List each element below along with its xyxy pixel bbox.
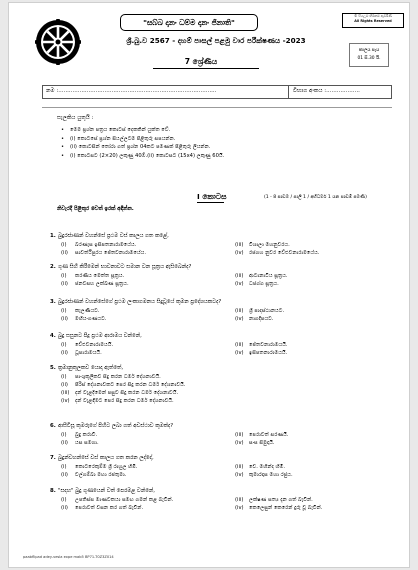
answer-option[interactable] [61, 281, 129, 288]
question-stem [50, 365, 123, 372]
answer-option[interactable] [61, 250, 146, 257]
question-number: 3. [50, 299, 56, 305]
question-2 [50, 264, 288, 287]
question-number: 1. [50, 233, 56, 239]
option-roman-numeral: (ii) [61, 472, 68, 478]
time-label: කාලය පැය [358, 48, 380, 53]
answer-option[interactable] [235, 250, 319, 257]
option-roman-numeral: (iv) [235, 505, 244, 511]
option-roman-numeral: (i) [61, 432, 67, 438]
option-text: ජේතවනාරාමයයි. [249, 342, 288, 348]
option-text: කෙලෙසුන් කෙරෙන් දුරු වූ බැවින්. [249, 505, 323, 511]
option-text: නාගදීපයට. [249, 316, 274, 322]
question-text: බුදුරජාණන් වහන්සේගේ ප්‍රථම ලංකාගමනය සිදුවූයේ කුමන ප්‍රදේශයකටද? [58, 299, 222, 305]
option-text: බුදු කරාවී. [75, 432, 98, 438]
option-roman-numeral: (ii) [61, 382, 68, 388]
answer-option[interactable] [235, 464, 285, 471]
option-roman-numeral: (iv) [235, 281, 244, 287]
question-number: 7. [50, 455, 56, 461]
option-roman-numeral: (i) [61, 497, 67, 503]
option-roman-numeral: (i) [61, 308, 67, 314]
option-text: රජගහ නුවර වේළුවනාරාමයේය. [249, 250, 320, 256]
option-text: පාංශුකූලිකව සිදු කරන ධර්ම දේශනාවයි. [75, 374, 161, 380]
option-text: පිරිස් දේශනාවකට පෙර සිදු කරන ධර්ම දේශනාවයි. [75, 382, 186, 388]
instruction-item: • (i) කොටසට (2×20) ලකුණු 40ඕ.(ii) කොටසට (15x4) ලකුණු 60යි. [70, 152, 224, 161]
exam-paper-page [8, 2, 410, 568]
question-number: 5. [50, 365, 56, 371]
option-text: ඉසිපතනාරාමයයි. [249, 350, 288, 356]
option-text: කුමාරදාස මහා රජුය. [249, 472, 293, 478]
answer-option[interactable] [61, 440, 99, 447]
answer-option[interactable] [61, 273, 124, 280]
option-roman-numeral: (iii) [235, 432, 244, 438]
question-text: ගුණ සිහි කිරීමෙන් භාවනාවට සමාන වන සූත්‍රය ඇසිබෙන්ද? [58, 264, 192, 270]
option-roman-numeral: (i) [61, 374, 67, 380]
answer-option[interactable] [235, 505, 323, 512]
option-roman-numeral: (iii) [235, 464, 244, 470]
option-roman-numeral: (iii) [235, 273, 244, 279]
option-roman-numeral: (iv) [235, 350, 244, 356]
question-text: "සදහ" බුදු ගුණයෙන් වත් පෙරමළ වන්නේ, [58, 488, 155, 494]
option-text: දන් වැළඳීමට පෙර සිදු කරන ධර්ම දේශනාවයි. [75, 398, 174, 404]
motto-title: "සබ්බ දානං ධම්ම දානං ජිනාති" [120, 14, 258, 31]
instruction-item: • (i) කොටසේ ප්‍රශ්න සියල්ලටම පිළිතුරු සපයන්න. [70, 135, 224, 144]
section-note: (1 - 8 පාඩම / පාලි 1 / අභිධර්ම 1 යන පාඩම් පමණි) [264, 195, 367, 200]
option-roman-numeral: (ii) [61, 250, 68, 256]
option-text: පෙරාවත් වසන කර ගත් බැවින්. [75, 505, 144, 511]
answer-option[interactable] [61, 342, 113, 349]
instructions-list [70, 126, 224, 160]
answer-option[interactable] [235, 472, 293, 479]
answer-option[interactable] [235, 281, 279, 288]
option-text: මහියංගණයට. [75, 316, 107, 322]
answer-option[interactable] [61, 382, 185, 389]
answer-option[interactable] [61, 350, 102, 357]
option-text: පෙරාවත් සරණයි. [249, 432, 289, 438]
option-text: සාවත්ථිපුරය ජේතවනාරාමයේය. [75, 250, 147, 256]
option-text: යස සමගා. [75, 440, 99, 446]
question-stem [50, 264, 191, 271]
option-roman-numeral: (iv) [235, 316, 244, 322]
answer-option[interactable] [61, 398, 174, 405]
option-text: ශ්‍රී පාදස්ථානයට. [249, 308, 285, 314]
question-3 [50, 299, 285, 322]
grade-underline [153, 68, 259, 69]
question-6 [50, 423, 289, 446]
instruction-item: • මෙම ප්‍රශ්න පත්‍රය කොටස් දෙකකින් යුක්ත වේ. [70, 126, 224, 135]
option-roman-numeral: (iii) [235, 242, 244, 248]
answer-option[interactable] [61, 316, 107, 323]
answer-option[interactable] [61, 505, 143, 512]
answer-option[interactable] [235, 350, 287, 357]
section-underline [197, 202, 224, 203]
option-text: කරණීය මෙත්ත සූත්‍රය. [75, 273, 125, 279]
question-stem [50, 423, 173, 430]
header-divider [42, 107, 392, 108]
option-roman-numeral: (iv) [235, 440, 244, 446]
instruction-item: • (ii) කොටසින් තෝරා ගත් ප්‍රශ්න 04කට පමණක් පිළිතුරු ලියන්න. [70, 143, 224, 152]
option-text: වල්ගම්බා මහා රජතුමා. [75, 472, 127, 478]
option-text: ආටානාටිය සූත්‍රය. [249, 273, 288, 279]
answer-option[interactable] [61, 242, 136, 249]
option-roman-numeral: (ii) [61, 505, 68, 511]
question-stem [50, 233, 169, 240]
option-roman-numeral: (ii) [61, 440, 68, 446]
option-text: බරණැස ඉසිපතනාරාමයේය. [75, 242, 137, 248]
question-stem [50, 455, 154, 462]
option-text: කැලණියට. [75, 308, 100, 314]
time-box [349, 43, 389, 67]
option-roman-numeral: (iv) [235, 472, 244, 478]
option-text: උපතිස්ස මාණවකයා සමඟ ගමන් කළ බැවින්. [75, 497, 174, 503]
question-number: 4. [50, 333, 56, 339]
option-roman-numeral: (ii) [61, 281, 68, 287]
section-title: I කොටස [197, 192, 227, 201]
option-roman-numeral: (iv) [235, 250, 244, 256]
question-text: ක්‍රමානුකුලකව යොදා ඇත්තේ, [58, 365, 124, 371]
question-stem [50, 333, 142, 340]
answer-option[interactable] [235, 273, 288, 280]
option-roman-numeral: (iii) [235, 308, 244, 314]
answer-option[interactable] [61, 308, 100, 315]
question-number: 2. [50, 264, 56, 270]
question-text: බුදු සසුනට පිදූ ප්‍රථම ආරාමය වන්නේ, [58, 333, 142, 339]
answer-option[interactable] [61, 472, 126, 479]
name-index-row [42, 85, 392, 99]
option-text: ධූපාරාමයයි. [75, 350, 102, 356]
option-text: වේළුවනාරාමයයි. [75, 342, 114, 348]
option-text: ධජග්ග සූත්‍රය. [249, 281, 279, 287]
copyright-line-2: All Rights Reserved [354, 19, 392, 23]
row-separator [288, 86, 289, 98]
answer-option[interactable] [61, 432, 97, 439]
section-instruction: නිවැරදි පිළිතුර වෙත් ඉරක් අඳින්න. [57, 206, 134, 212]
option-text: සංඝ සිමුදායි. [249, 440, 275, 446]
answer-option[interactable] [61, 497, 173, 504]
answer-option[interactable] [61, 374, 161, 381]
option-roman-numeral: (i) [61, 242, 67, 248]
option-roman-numeral: (iii) [235, 497, 244, 503]
question-1 [50, 233, 320, 256]
option-roman-numeral: (i) [61, 464, 67, 470]
question-8 [50, 488, 323, 511]
answer-option[interactable] [235, 440, 275, 447]
option-roman-numeral: (i) [61, 342, 67, 348]
name-field-label: නම :......................................................................................... [46, 88, 217, 94]
option-roman-numeral: (iii) [61, 390, 70, 396]
question-4 [50, 333, 288, 356]
answer-option[interactable] [235, 242, 290, 249]
answer-option[interactable] [235, 497, 313, 504]
answer-option[interactable] [235, 342, 288, 349]
question-text: ආසීවිසූ කුමරුගේ පිහිට ලබා ගත් අවස්ථාව කුමක්ද? [58, 423, 174, 429]
question-text: බුදුන්වහන්සේ වස් කාලය ගත කරන ලද්දේ, [58, 455, 154, 461]
option-roman-numeral: (iii) [235, 342, 244, 348]
exam-title: ශ්‍රී.බු.ව 2567 - දහම් පාසල් පළමු වාර පරීක්ෂණය -2023 [126, 36, 306, 45]
copyright-line-1: © සියලුම හිමිකම් ඇවිරිණි [353, 14, 393, 18]
question-stem [50, 299, 221, 306]
dharma-wheel-logo [35, 19, 81, 65]
option-text: දන් වැළදීමෙන් පසුව සිදු කරන ධර්ම දේශනාවයි. [75, 390, 179, 396]
answer-option[interactable] [235, 432, 289, 439]
answer-option[interactable] [61, 390, 178, 397]
grade-label: 7 ශ්‍රේණිය [184, 57, 218, 66]
question-number: 8. [50, 488, 56, 494]
answer-option[interactable] [235, 316, 274, 323]
answer-option[interactable] [235, 308, 284, 315]
option-roman-numeral: (ii) [61, 316, 68, 322]
instructions-heading: සැලකිය යුතුයි : [57, 115, 94, 121]
option-text: වෙ. මහින්ද හිමි. [249, 464, 285, 470]
question-text: බුදුරජාණන් වහන්සේ ප්‍රථම වස් කාලය ගත කළේ, [58, 233, 169, 239]
option-text: ලක්ෂණ සත්‍ය දැන ගත් බැවින්. [249, 497, 313, 503]
option-text: ජනවසභ ලක්ඛණ සූත්‍රය. [75, 281, 129, 287]
index-number-label: විභාග අංකය :................... [293, 88, 360, 94]
time-value: 01 සි.30 යි. [357, 56, 381, 61]
copyright-box [342, 13, 404, 28]
option-text: විශාලා මහනුවරය. [249, 242, 290, 248]
option-roman-numeral: (ii) [61, 350, 68, 356]
answer-option[interactable] [61, 464, 138, 471]
question-5 [50, 365, 186, 404]
question-7 [50, 455, 293, 478]
option-roman-numeral: (i) [61, 273, 67, 279]
question-number: 6. [50, 423, 56, 429]
footer-code: paabflipad adey-vesla expe mab5 BP71-T0Z3Z014 [23, 555, 114, 559]
option-text: කොටරෙකුම්ම ශ්‍රී රාහුල හිමි. [75, 464, 138, 470]
option-roman-numeral: (iv) [61, 398, 70, 404]
question-stem [50, 488, 155, 495]
